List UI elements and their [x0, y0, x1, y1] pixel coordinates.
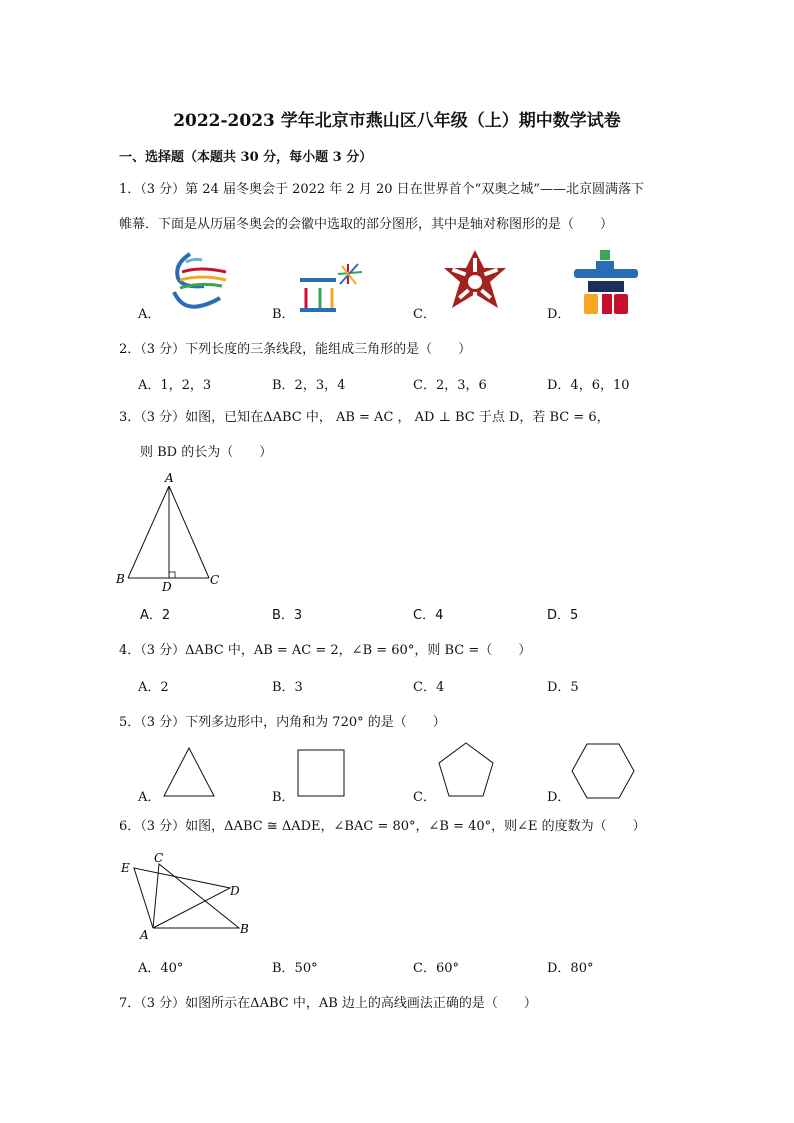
pentagon-shape — [436, 740, 496, 800]
q2-option-a[interactable]: A．1，2，3 — [138, 378, 212, 393]
emblem-b-image — [298, 260, 366, 315]
q5-option-d[interactable]: D． — [547, 790, 571, 805]
emblem-c-image — [440, 248, 510, 316]
q1-option-a[interactable]: A． — [138, 307, 161, 322]
q6-option-b[interactable]: B．50° — [272, 961, 318, 976]
emblem-a-image — [160, 250, 230, 315]
q4-option-b[interactable]: B．3 — [272, 680, 303, 695]
q4-option-d[interactable]: D．5 — [547, 680, 579, 695]
emblem-d-image — [572, 248, 642, 316]
hexagon-shape — [570, 742, 636, 800]
q3-option-a[interactable]: A．2 — [140, 608, 171, 623]
q6-triangles-figure — [112, 848, 257, 943]
q6-option-a[interactable]: A．40° — [138, 961, 184, 976]
question-3-line1: 3．（3 分）如图，已知在ΔABC 中， AB = AC ， AD ⊥ BC 于点 D，若 BC = 6， — [119, 410, 610, 425]
q2-option-d[interactable]: D．4，6，10 — [547, 378, 630, 393]
page-title: 2022-2023 学年北京市燕山区八年级（上）期中数学试卷 — [173, 111, 621, 131]
right-angle-mark — [169, 572, 175, 578]
question-6-stem: 6．（3 分）如图，ΔABC ≅ ΔADE，∠BAC = 80°，∠B = 40°，则∠E 的度数为（ ） — [119, 819, 646, 834]
q1-option-b[interactable]: B． — [272, 307, 295, 322]
q6-label-d: D — [230, 884, 240, 898]
section-heading: 一、选择题（本题共 30 分，每小题 3 分） — [119, 150, 373, 165]
q5-option-c[interactable]: C． — [413, 790, 436, 805]
question-4-stem: 4．（3 分）ΔABC 中，AB = AC = 2，∠B = 60°，则 BC =（ ） — [119, 643, 532, 658]
q2-option-b[interactable]: B．2，3，4 — [272, 378, 346, 393]
q4-option-c[interactable]: C．4 — [413, 680, 445, 695]
question-1-line1: 1．（3 分）第 24 届冬奥会于 2022 年 2 月 20 日在世界首个“双奥之城”——北京圆满落下 — [119, 182, 644, 197]
square-shape — [296, 748, 346, 798]
q3-triangle-figure — [112, 470, 227, 596]
question-1-line2: 帷幕．下面是从历届冬奥会的会徽中选取的部分图形，其中是轴对称图形的是（ ） — [119, 217, 614, 232]
q6-label-a: A — [140, 928, 149, 942]
q4-option-a[interactable]: A．2 — [138, 680, 169, 695]
question-3-line2: 则 BD 的长为（ ） — [140, 445, 273, 460]
q1-option-c[interactable]: C． — [413, 307, 436, 322]
q6-label-e: E — [121, 861, 130, 875]
q3-label-b: B — [116, 572, 125, 586]
question-5-stem: 5．（3 分）下列多边形中，内角和为 720° 的是（ ） — [119, 715, 446, 730]
q6-option-d[interactable]: D．80° — [547, 961, 594, 976]
q6-label-c: C — [154, 851, 164, 865]
q5-option-a[interactable]: A． — [138, 790, 161, 805]
question-2-stem: 2．（3 分）下列长度的三条线段，能组成三角形的是（ ） — [119, 342, 472, 357]
q3-label-a: A — [165, 471, 174, 485]
q3-option-c[interactable]: C．4 — [413, 608, 444, 623]
triangle-shape — [160, 744, 218, 800]
question-7-stem: 7．（3 分）如图所示在ΔABC 中，AB 边上的高线画法正确的是（ ） — [119, 996, 537, 1011]
q3-option-b[interactable]: B．3 — [272, 608, 303, 623]
q1-option-d[interactable]: D． — [547, 307, 571, 322]
q5-option-b[interactable]: B． — [272, 790, 295, 805]
q3-option-d[interactable]: D．5 — [547, 608, 579, 623]
q6-label-b: B — [240, 922, 249, 936]
q6-option-c[interactable]: C．60° — [413, 961, 459, 976]
q3-label-d: D — [162, 580, 172, 594]
q3-label-c: C — [210, 573, 220, 587]
q2-option-c[interactable]: C．2，3，6 — [413, 378, 487, 393]
